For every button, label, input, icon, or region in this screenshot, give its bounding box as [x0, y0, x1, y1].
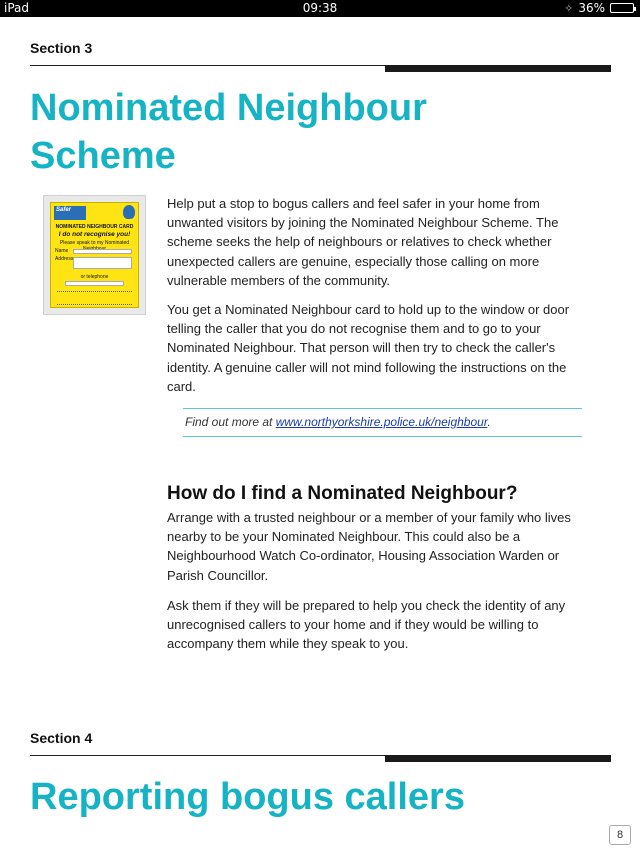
- arrange-paragraph: Arrange with a trusted neighbour or a member of your family who lives nearby to be your Nominated Neighbour. This could also be a Neighbourhood Watch Co-ordinator, Housing Association Warden or Parish Councillor.: [167, 510, 571, 583]
- section-4-label: Section 4: [30, 730, 93, 746]
- card-logo: Safer: [54, 206, 86, 220]
- neighbour-scheme-link[interactable]: www.northyorkshire.police.uk/neighbour: [275, 415, 488, 429]
- card-or-telephone: or telephone: [80, 274, 109, 280]
- how-to-find-heading: How do I find a Nominated Neighbour?: [167, 483, 518, 504]
- card-field-address-label: Address: [55, 256, 74, 262]
- ask-paragraph: Ask them if they will be prepared to help you check the identity of any unrecognised callers to your home and if they would be willing to accompany them while they speak to you.: [167, 598, 566, 652]
- find-out-more-callout: [183, 408, 582, 437]
- bluetooth-icon: ✧: [564, 1, 574, 15]
- device-name: iPad: [4, 1, 30, 15]
- intro-paragraph: Help put a stop to bogus callers and feel safer in your home from unwanted visitors by joining the Nominated Neighbour Scheme. The scheme seeks the help of neighbours or relatives to check whether unexpected callers are genuine, especially those calling on more vulnerable members of the community.: [167, 196, 559, 288]
- card-footer-text: [57, 291, 132, 305]
- section-3-label: Section 3: [30, 40, 93, 56]
- battery-percent: 36%: [578, 1, 605, 15]
- section-3-title-line-1: Nominated Neighbour: [30, 87, 427, 129]
- card-face: [50, 202, 139, 308]
- section-3-title: [30, 84, 590, 180]
- callout-suffix: .: [487, 415, 491, 429]
- page-number: 8: [609, 825, 631, 845]
- police-crest-icon: [123, 205, 135, 219]
- card-paragraph: You get a Nominated Neighbour card to hold up to the window or door telling the caller that you do not recognise them and to go to your Nominated Neighbour. That person will then try to check the caller's identity. A genuine caller will not mind following the instructions on the card.: [167, 302, 570, 394]
- battery-icon: [610, 3, 634, 13]
- section-4-title: Reporting bogus callers: [30, 776, 465, 818]
- card-field-name: [73, 249, 132, 254]
- nominated-neighbour-card-image: [43, 195, 146, 315]
- card-instruction: Please speak to my Nominated: [59, 240, 130, 246]
- status-right: [564, 1, 634, 15]
- card-tagline: I do not recognise you!: [58, 231, 131, 238]
- status-bar: [0, 0, 640, 17]
- card-field-address: [73, 257, 132, 269]
- section-3-title-line-2: Scheme: [30, 135, 176, 177]
- section-3-divider-bar: [385, 65, 611, 72]
- clock: 09:38: [302, 1, 338, 15]
- card-heading: NOMINATED NEIGHBOUR CARD: [55, 224, 134, 230]
- card-field-telephone: [65, 281, 124, 286]
- callout-prefix: Find out more at: [185, 415, 276, 429]
- section-4-divider-bar: [385, 755, 611, 762]
- card-field-name-label: Name: [55, 248, 69, 254]
